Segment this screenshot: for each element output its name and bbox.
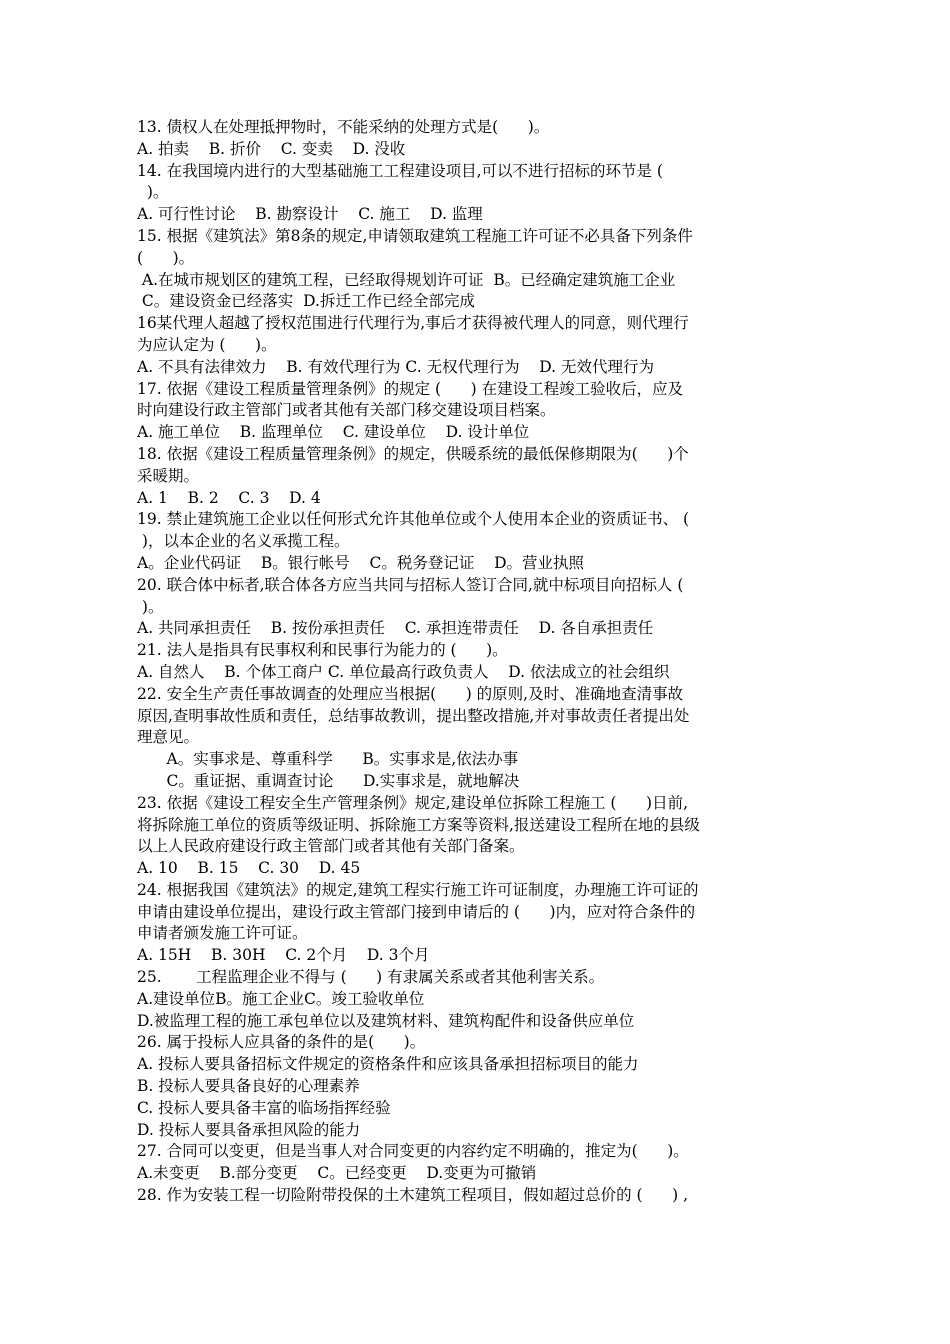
text-line: )，以本企业的名义承揽工程。 [137, 532, 350, 551]
text-line: 采暖期。 [137, 466, 200, 485]
text-line: 15. 根据《建筑法》第8条的规定,申请领取建筑工程施工许可证不必具备下列条件 [137, 226, 693, 245]
text-line: ( )。 [137, 248, 195, 267]
text-line: C。建设资金已经落实 D.拆迁工作已经全部完成 [137, 292, 475, 311]
text-line: 原因,查明事故性质和责任，总结事故教训，提出整改措施,并对事故责任者提出处 [137, 706, 690, 725]
text-line: 20. 联合体中标者,联合体各方应当共同与招标人签订合同,就中标项目向招标人 ( [137, 575, 684, 594]
text-line: A. 15H B. 30H C. 2个月 D. 3个月 [137, 946, 430, 965]
text-line: 19. 禁止建筑施工企业以任何形式允许其他单位或个人使用本企业的资质证书、 ( [137, 510, 690, 529]
text-line: C。重证据、重调查讨论 D.实事求是，就地解决 [137, 771, 520, 790]
text-line: 为应认定为 ( )。 [137, 335, 277, 354]
text-line: 17. 依据《建设工程质量管理条例》的规定 ( ) 在建设工程竣工验收后，应及 [137, 379, 684, 398]
text-line: 理意见。 [137, 728, 200, 747]
text-line: 14. 在我国境内进行的大型基础施工工程建设项目,可以不进行招标的环节是 ( [137, 161, 663, 180]
text-line: A. 可行性讨论 B. 勘察设计 C. 施工 D. 监理 [137, 205, 483, 224]
text-line: 18. 依据《建设工程质量管理条例》的规定，供暖系统的最低保修期限为( )个 [137, 444, 689, 463]
text-line: 申请由建设单位提出，建设行政主管部门接到申请后的 ( )内，应对符合条件的 [137, 902, 696, 921]
text-line: A. 拍卖 B. 折价 C. 变卖 D. 没收 [137, 139, 406, 158]
text-line: 以上人民政府建设行政主管部门或者其他有关部门备案。 [137, 837, 525, 856]
text-line: 28. 作为安装工程一切险附带投保的土木建筑工程项目，假如超过总价的 ( ) , [137, 1186, 689, 1205]
text-line: A. 共同承担责任 B. 按份承担责任 C. 承担连带责任 D. 各自承担责任 [137, 619, 654, 638]
text-line: D.被监理工程的施工承包单位以及建筑材料、建筑构配件和设备供应单位 [137, 1011, 635, 1030]
text-line: 23. 依据《建设工程安全生产管理条例》规定,建设单位拆除工程施工 ( )日前, [137, 793, 689, 812]
text-line: 将拆除施工单位的资质等级证明、拆除施工方案等资料,报送建设工程所在地的县级 [137, 815, 700, 834]
text-line: A. 自然人 B. 个体工商户 C. 单位最高行政负责人 D. 依法成立的社会组织 [137, 662, 670, 681]
text-line: 22. 安全生产责任事故调查的处理应当根据( ) 的原则,及时、准确地查清事故 [137, 684, 684, 703]
text-line: B. 投标人要具备良好的心理素养 [137, 1077, 360, 1096]
text-line: A.在城市规划区的建筑工程，已经取得规划许可证 B。已经确定建筑施工企业 [137, 270, 676, 289]
text-line: A.建设单位B。施工企业C。竣工验收单位 [137, 989, 425, 1008]
text-line: A. 1 B. 2 C. 3 D. 4 [137, 488, 321, 507]
text-line: )。 [137, 597, 164, 616]
text-line: 26. 属于投标人应具备的条件的是( )。 [137, 1033, 426, 1052]
text-line: 时向建设行政主管部门或者其他有关部门移交建设项目档案。 [137, 401, 556, 420]
text-line: A. 施工单位 B. 监理单位 C. 建设单位 D. 设计单位 [137, 423, 530, 442]
text-line: 25. 工程监理企业不得与 ( ) 有隶属关系或者其他利害关系。 [137, 968, 605, 987]
text-line: A。企业代码证 B。银行帐号 C。税务登记证 D。营业执照 [137, 553, 584, 572]
text-line: 27. 合同可以变更，但是当事人对合同变更的内容约定不明确的，推定为( )。 [137, 1142, 689, 1161]
text-line: 21. 法人是指具有民事权利和民事行为能力的 ( )。 [137, 641, 508, 660]
text-line: 24. 根据我国《建筑法》的规定,建筑工程实行施工许可证制度，办理施工许可证的 [137, 880, 699, 899]
text-line: )。 [137, 183, 169, 202]
text-line: A. 10 B. 15 C. 30 D. 45 [137, 859, 361, 878]
text-line: A.未变更 B.部分变更 C。已经变更 D.变更为可撤销 [137, 1164, 537, 1183]
text-line: 16某代理人超越了授权范围进行代理行为,事后才获得被代理人的同意，则代理行 [137, 314, 689, 333]
question-text-block [137, 117, 849, 1207]
text-line: 申请者颁发施工许可证。 [137, 924, 308, 943]
text-line: A. 投标人要具备招标文件规定的资格条件和应该具备承担招标项目的能力 [137, 1055, 639, 1074]
text-line: A. 不具有法律效力 B. 有效代理行为 C. 无权代理行为 D. 无效代理行为 [137, 357, 655, 376]
text-line: D. 投标人要具备承担风险的能力 [137, 1120, 361, 1139]
text-line: A。实事求是、尊重科学 B。实事求是,依法办事 [137, 750, 519, 769]
text-line: 13. 债权人在处理抵押物时，不能采纳的处理方式是( )。 [137, 118, 550, 136]
text-line: C. 投标人要具备丰富的临场指挥经验 [137, 1098, 391, 1117]
